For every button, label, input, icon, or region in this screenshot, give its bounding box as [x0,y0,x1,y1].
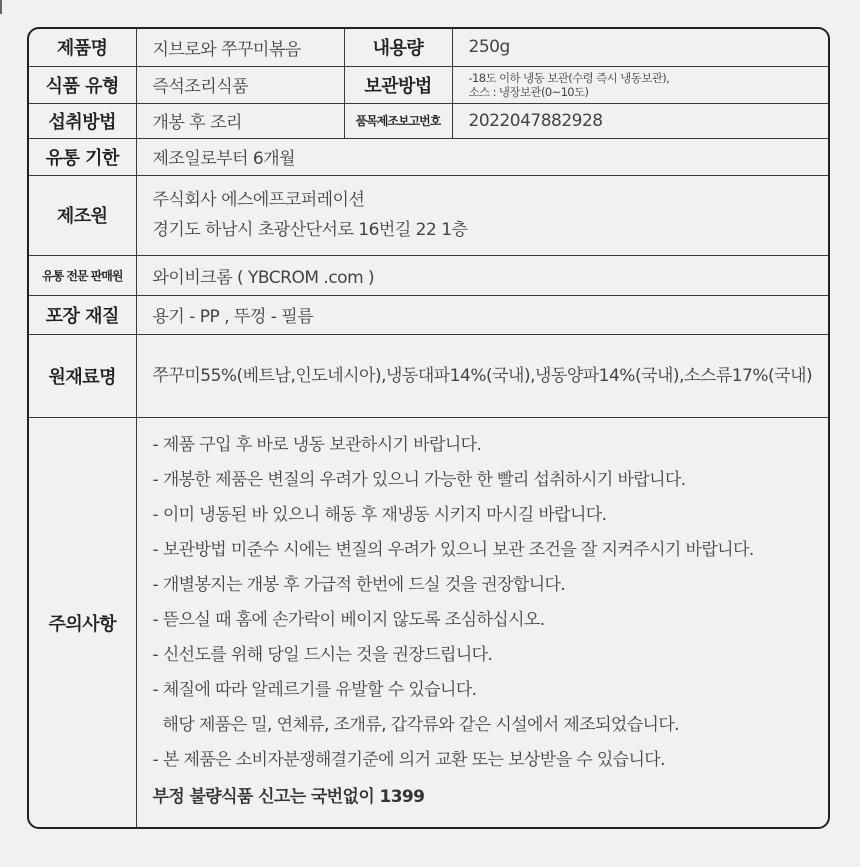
row-packaging [29,295,828,334]
caution-line: - 보관방법 미준수 시에는 변질의 우려가 있으니 보관 조건을 잘 지켜주시기 바랍니다. [152,539,754,560]
row-manufacturer [29,175,828,255]
storage-line-1: -18도 이하 냉동 보관(수령 즉시 냉동보관), [468,70,670,85]
storage-line-2: 소스 : 냉장보관(0~10도) [468,84,589,99]
caution-line: - 이미 냉동된 바 있으니 해동 후 재냉동 시키지 마시길 바랍니다. [152,504,607,525]
ingredients-label: 원재료명 [29,334,136,417]
caution-line: - 뜯으실 때 홈에 손가락이 베이지 않도록 조심하십시오. [152,609,545,630]
row-intake [29,103,828,138]
caution-value [136,417,828,828]
caution-line: - 체질에 따라 알레르기를 유발할 수 있습니다. [152,679,477,700]
volume-label: 내용량 [344,29,452,66]
shelf-life-value: 제조일로부터 6개월 [136,138,828,175]
corner-mark [0,0,2,14]
packaging-label: 포장 재질 [29,295,136,334]
food-type-label: 식품 유형 [29,66,136,103]
shelf-life-label: 유통 기한 [29,138,136,175]
caution-list [137,418,829,828]
intake-value: 개봉 후 조리 [136,103,344,138]
row-caution [29,417,828,828]
distributor-label: 유통 전문 판매원 [29,255,136,295]
row-product-name [29,29,828,66]
allergy-facility-note: 해당 제품은 밀, 연체류, 조개류, 갑각류와 같은 시설에서 제조되었습니다. [162,714,679,735]
compensation-note: - 본 제품은 소비자분쟁해결기준에 의거 교환 또는 보상받을 수 있습니다. [152,749,665,770]
manufacturer-address: 경기도 하남시 초광산단서로 16번길 22 1층 [152,220,468,240]
report-number-value: 2022047882928 [452,103,828,138]
product-name-label: 제품명 [29,29,136,66]
manufacturer-company: 주식회사 에스에프코퍼레이션 [152,190,365,210]
report-number-label: 품목제조보고번호 [344,103,452,138]
distributor-value: 와이비크롬 ( YBCROM .com ) [136,255,828,295]
row-food-type [29,66,828,103]
storage-value [452,66,828,103]
food-type-value: 즉석조리식품 [136,66,344,103]
caution-line: - 개봉한 제품은 변질의 우려가 있으니 가능한 한 빨리 섭취하시기 바랍니다. [152,469,686,490]
volume-value: 250g [452,29,828,66]
storage-label: 보관방법 [344,66,452,103]
manufacturer-value [136,175,828,255]
caution-line: - 제품 구입 후 바로 냉동 보관하시기 바랍니다. [152,434,482,455]
row-shelf-life [29,138,828,175]
ingredients-value: 쭈꾸미55%(베트남,인도네시아),냉동대파14%(국내),냉동양파14%(국내),소스류17%(국내) [136,334,828,417]
info-table [29,29,828,828]
packaging-value: 용기 - PP , 뚜껑 - 필름 [136,295,828,334]
caution-label: 주의사항 [29,417,136,828]
report-hotline: 부정 불량식품 신고는 국번없이 1399 [152,786,425,807]
product-info-table [27,27,830,829]
row-ingredients [29,334,828,417]
intake-label: 섭취방법 [29,103,136,138]
caution-line: - 신선도를 위해 당일 드시는 것을 권장드립니다. [152,644,493,665]
row-distributor [29,255,828,295]
product-name-value: 지브로와 쭈꾸미볶음 [136,29,344,66]
manufacturer-label: 제조원 [29,175,136,255]
caution-line: - 개별봉지는 개봉 후 가급적 한번에 드실 것을 권장합니다. [152,574,566,595]
